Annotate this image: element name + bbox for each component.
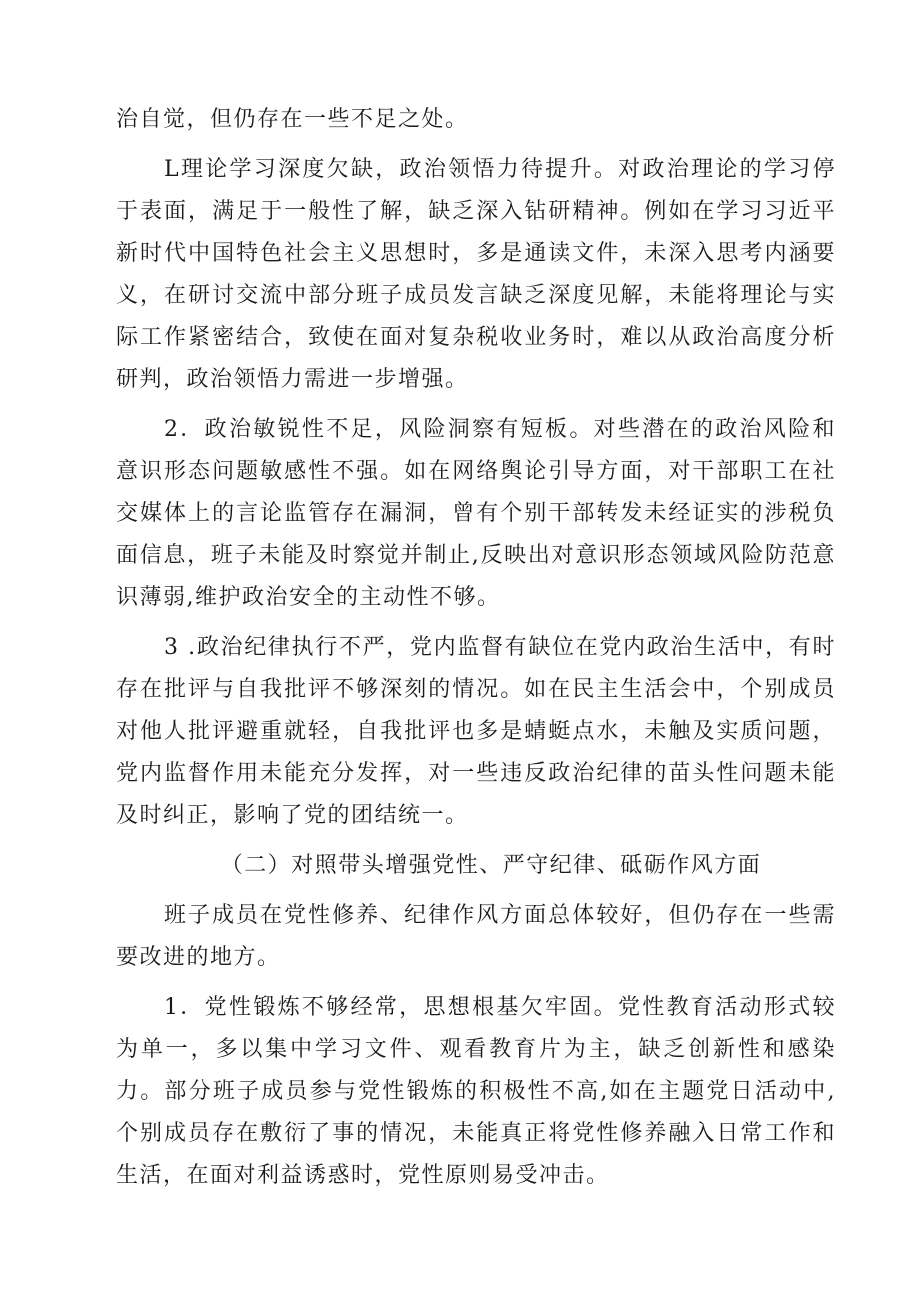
paragraph-item-theory-study: L理论学习深度欠缺，政治领悟力待提升。对政治理论的学习停于表面，满足于一般性了解，缺乏深入钻研精神。例如在学习习近平新时代中国特色社会主义思想时，多是通读文件，未深入思考内涵要义，在研讨交流中部分班子成员发言缺乏深度见解，未能将理论与实际工作紧密结合，致使在面对复杂税收业务时，难以从政治高度分析研判，政治领悟力需进一步增强。 bbox=[116, 157, 836, 392]
paragraph-item-political-sensitivity: 2．政治敏锐性不足，风险洞察有短板。对些潜在的政治风险和意识形态问题敏感性不强。如在网络舆论引导方面，对干部职工在社交媒体上的言论监管存在漏洞，曾有个别干部转发未经证实的涉税负面信息，班子未能及时察觉并制止,反映出对意识形态领域风险防范意识薄弱,维护政治安全的主动性不够。 bbox=[116, 417, 836, 610]
paragraph-continuation: 治自觉，但仍存在一些不足之处。 bbox=[116, 107, 469, 132]
paragraph-item-party-training: 1．党性锻炼不够经常，思想根基欠牢固。党性教育活动形式较为单一，多以集中学习文件、观看教育片为主，缺乏创新性和感染力。部分班子成员参与党性锻炼的积极性不高,如在主题党日活动中,个别成员存在敷衍了事的情况，未能真正将党性修养融入日常工作和生活，在面对利益诱惑时，党性原则易受冲击。 bbox=[116, 995, 836, 1188]
paragraph-item-political-discipline: 3 .政治纪律执行不严，党内监督有缺位在党内政治生活中，有时存在批评与自我批评不够深刻的情况。如在民主生活会中，个别成员对他人批评避重就轻，自我批评也多是蜻蜓点水，未触及实质问题，党内监督作用未能充分发挥，对一些违反政治纪律的苗头性问题未能及时纠正，影响了党的团结统一。 bbox=[116, 635, 836, 828]
paragraph-section-intro: 班子成员在党性修养、纪律作风方面总体较好，但仍存在一些需要改进的地方。 bbox=[116, 903, 836, 970]
section-heading: （二）对照带头增强党性、严守纪律、砥砺作风方面 bbox=[220, 853, 762, 878]
document-body bbox=[116, 99, 836, 1205]
